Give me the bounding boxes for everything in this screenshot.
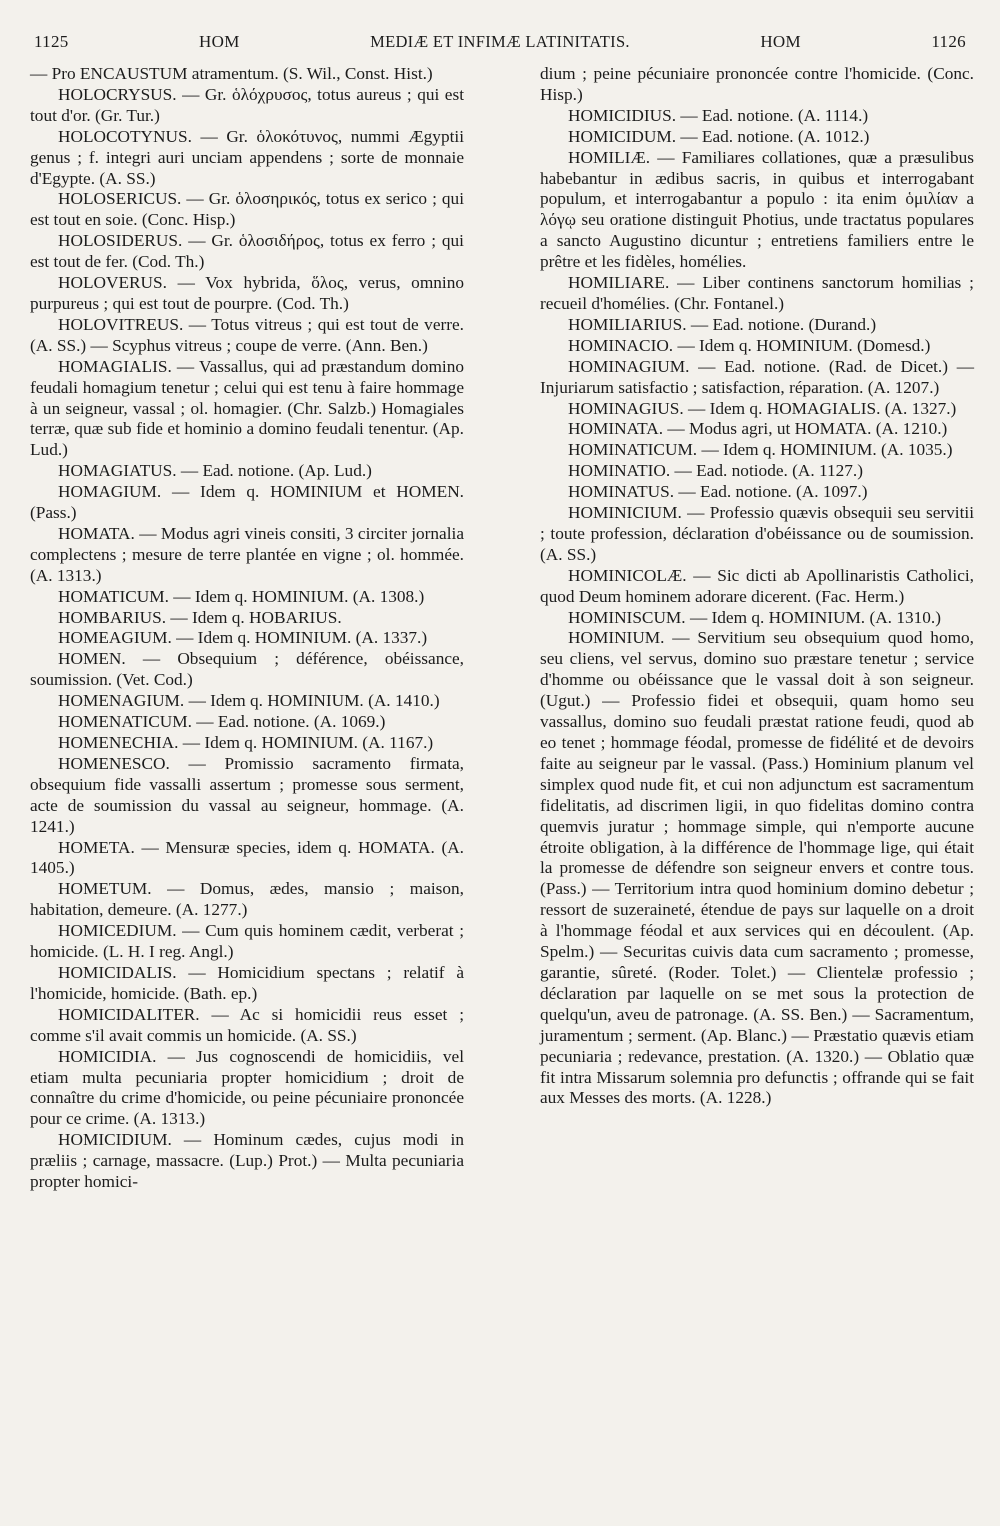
entry: HOMAGIUM. — Idem q. HOMINIUM et HOMEN. (Pass.) xyxy=(30,482,464,523)
entry: HOMINICIUM. — Professio quævis obsequii seu servitii ; toute profession, déclaration d'obéissance ou de soumission. (A. SS.) xyxy=(540,503,974,564)
left-page-number: 1125 xyxy=(34,32,69,51)
entry: HOMICEDIUM. — Cum quis hominem cædit, verberat ; homicide. (L. H. I reg. Angl.) xyxy=(30,921,464,962)
entry: HOMEAGIUM. — Idem q. HOMINIUM. (A. 1337.) xyxy=(58,628,428,648)
entry: HOMILIARE. — Liber continens sanctorum homilias ; recueil d'homélies. (Chr. Fontanel.) xyxy=(540,273,974,313)
text-columns xyxy=(30,64,974,1504)
entry: HOMILIARIUS. — Ead. notione. (Durand.) xyxy=(568,314,877,334)
entry: HOMINATA. — Modus agri, ut HOMATA. (A. 1210.) xyxy=(568,419,948,439)
entry: HOMICIDIA. — Jus cognoscendi de homicidiis, vel etiam multa pecuniaria propter homicidium ; droit de connaître du crime d'homicide, ou peine pécuniaire prononcée pour ce crime. (A. 1313.) xyxy=(30,1046,464,1129)
entry: HOMINATICUM. — Idem q. HOMINIUM. (A. 1035.) xyxy=(568,440,953,460)
entry: HOMAGIALIS. — Vassallus, qui ad præstandum domino feudali homagium tenetur ; celui qui est tenu à faire hommage à un seigneur, vassal ; ol. homagier. (Chr. Salzb.) Homagiales terræ, quæ sub fide et hominio a domino feudali tenentur. (Ap. Lud.) xyxy=(30,356,464,460)
entry: HOMENESCO. — Promissio sacramento firmata, obsequium fide vassalli assertum ; promesse sous serment, acte de soumission du vassal au seigneur, hommage. (A. 1241.) xyxy=(30,753,464,836)
entry: HOMATA. — Modus agri vineis consiti, 3 circiter jornalia complectens ; mesure de terre plantée en vigne ; ol. hommée. (A. 1313.) xyxy=(30,523,464,585)
entry: HOLOVITREUS. — Totus vitreus ; qui est tout de verre. (A. SS.) — Scyphus vitreus ; coupe de verre. (Ann. Ben.) xyxy=(30,314,464,355)
entry: HOMICIDIUM. — Hominum cædes, cujus modi in præliis ; carnage, massacre. (Lup.) Prot.) — Multa pecuniaria propter homici- xyxy=(30,1130,464,1192)
entry: dium ; peine pécuniaire prononcée contre l'homicide. (Conc. Hisp.) xyxy=(540,64,974,104)
left-running-head: HOM xyxy=(199,32,240,51)
entry: HOMILIÆ. — Familiares collationes, quæ a præsulibus habebantur in ædibus sacris, in quibus et interrogabant populum, et interrogabantur a populo : ita enim ὁμιλίαν a λόγῳ seu oratione distinguit Photius, unde tractatus populares a sancto Augustino dicuntur ; entretiens familiers entre le prêtre et les fidèles, homélies. xyxy=(540,147,974,272)
entry: HOLOVERUS. — Vox hybrida, ὅλος, verus, omnino purpureus ; qui est tout de pourpre. (Cod. Th.) xyxy=(30,273,464,313)
running-title: MEDIÆ ET INFIMÆ LATINITATIS. xyxy=(370,32,630,51)
entry: HOMENECHIA. — Idem q. HOMINIUM. (A. 1167.) xyxy=(58,733,434,752)
entry: HOMAGIATUS. — Ead. notione. (Ap. Lud.) xyxy=(58,461,372,481)
entry: HOLOCOTYNUS. — Gr. ὁλοκότυνος, nummi Ægyptii genus ; f. integri auri unciam appendens ; sorte de monnaie d'Egypte. (A. SS.) xyxy=(30,126,464,188)
entry: HOMENATICUM. — Ead. notione. (A. 1069.) xyxy=(58,712,386,732)
entry: HOLOSERICUS. — Gr. ὁλοσηρικός, totus ex serico ; qui est tout en soie. (Conc. Hisp.) xyxy=(30,189,464,230)
entry: HOMICIDALIS. — Homicidium spectans ; relatif à l'homicide, homicide. (Bath. ep.) xyxy=(30,962,464,1003)
entry: HOMEN. — Obsequium ; déférence, obéissance, soumission. (Vet. Cod.) xyxy=(30,649,464,690)
right-column xyxy=(540,64,974,1504)
entry: HOMINACIO. — Idem q. HOMINIUM. (Domesd.) xyxy=(568,335,931,355)
entry: HOMINICOLÆ. — Sic dicti ab Apollinaristis Catholici, quod Deum hominem adorare dicerent. (Fac. Herm.) xyxy=(540,565,974,606)
entry: HOMICIDALITER. — Ac si homicidii reus esset ; comme s'il avait commis un homicide. (A. SS.) xyxy=(30,1004,464,1045)
entry: HOLOCRYSUS. — Gr. ὁλόχρυσος, totus aureus ; qui est tout d'or. (Gr. Tur.) xyxy=(30,84,464,125)
entry: HOMBARIUS. — Idem q. HOBARIUS. xyxy=(58,607,342,627)
entry: HOMINATIO. — Ead. notiode. (A. 1127.) xyxy=(568,461,864,481)
entry: HOMINAGIUM. — Ead. notione. (Rad. de Dicet.) — Injuriarum satisfactio ; satisfaction, réparation. (A. 1207.) xyxy=(540,356,974,397)
entry: — Pro ENCAUSTUM atramentum. (S. Wil., Const. Hist.) xyxy=(30,64,433,83)
entry: HOMICIDIUS. — Ead. notione. (A. 1114.) xyxy=(568,105,869,125)
entry: HOMENAGIUM. — Idem q. HOMINIUM. (A. 1410.) xyxy=(58,691,440,711)
entry: HOMATICUM. — Idem q. HOMINIUM. (A. 1308.) xyxy=(58,586,425,606)
right-running-head: HOM xyxy=(760,32,801,51)
running-header xyxy=(34,32,966,58)
entry: HOMINATUS. — Ead. notione. (A. 1097.) xyxy=(568,482,868,502)
entry: HOMINISCUM. — Idem q. HOMINIUM. (A. 1310.) xyxy=(568,607,941,627)
entry: HOMICIDUM. — Ead. notione. (A. 1012.) xyxy=(568,126,870,146)
left-column xyxy=(30,64,464,1504)
right-page-number: 1126 xyxy=(931,32,966,51)
entry: HOMINIUM. — Servitium seu obsequium quod homo, seu cliens, vel servus, domino suo præstare tenetur ; service d'homme ou obéissance que le vassal doit à son seigneur. (Ugut.) — Professio fidei et obsequii, quam homo seu vassallus, domino suo feudali præstat ratione feudi, quod ab eo tenet ; hommage féodal, promesse de fidélité et de devoirs faite au seigneur par le vassal. (Pass.) Hominium planum vel simplex quod nude fit, et cui non adjunctum est sacramentum fidelitatis, ad discrimen ligii, in quo fidelitas domino contra quemvis juratur ; hommage simple, qui n'emporte aucune étroite obligation, à la différence de l'hommage lige, qui était la promesse de défendre son seigneur envers et contre tous. (Pass.) — Territorium intra quod hominium domino debetur ; ressort de suzeraineté, étendue de pays sur laquelle on a droit à l'hommage féodal et aux services qui en découlent. (Ap. Spelm.) — Securitas cuivis data cum sacramento ; promesse, garantie, sûreté. (Roder. Tolet.) — Clientelæ professio ; déclaration par laquelle on se met sous la protection de quelqu'un, aveu de patronage. (A. SS. Ben.) — Sacramentum, juramentum ; serment. (Ap. Blanc.) — Præstatio quævis etiam pecuniaria ; redevance, prestation. (A. 1320.) — Oblatio quæ fit intra Missarum solemnia pro defunctis ; offrande qui se fait aux Messes des morts. (A. 1228.) xyxy=(540,628,974,1108)
entry: HOMINAGIUS. — Idem q. HOMAGIALIS. (A. 1327.) xyxy=(568,398,957,418)
entry: HOLOSIDERUS. — Gr. ὁλοσιδήρος, totus ex ferro ; qui est tout de fer. (Cod. Th.) xyxy=(30,231,464,272)
entry: HOMETA. — Mensuræ species, idem q. HOMATA. (A. 1405.) xyxy=(30,837,464,878)
entry: HOMETUM. — Domus, ædes, mansio ; maison, habitation, demeure. (A. 1277.) xyxy=(30,879,464,920)
